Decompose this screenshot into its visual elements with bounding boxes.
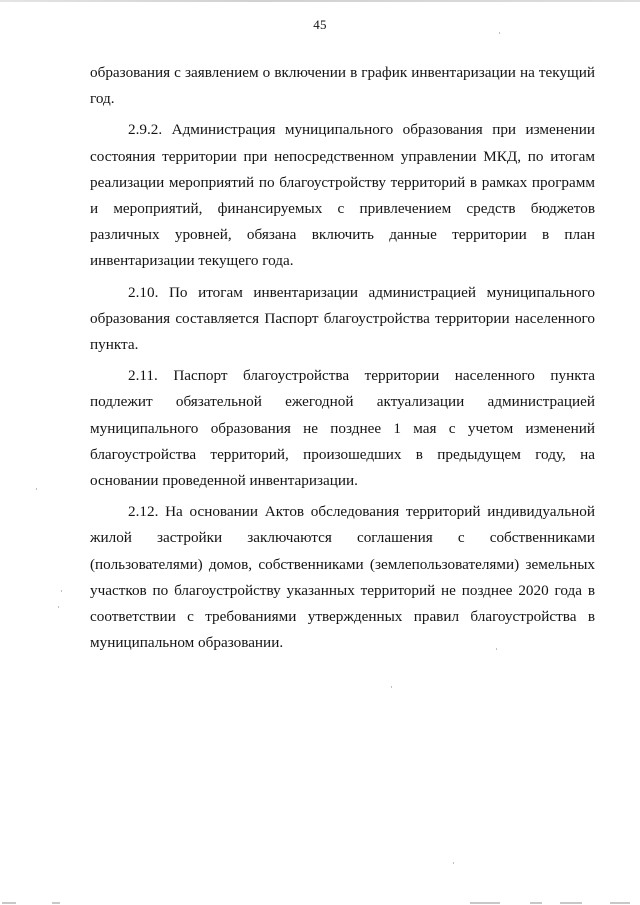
page-number: 45 bbox=[313, 17, 327, 32]
scan-speck bbox=[61, 590, 62, 592]
scan-speck bbox=[36, 488, 37, 490]
paragraph-2-10: 2.10. По итогам инвентаризации администрацией муниципального образования составляется Паспорт благоустройства территории населенного пункта. bbox=[90, 283, 595, 354]
paragraph-continuation: образования с заявлением о включении в график инвентаризации на текущий год. bbox=[90, 64, 595, 108]
paragraph-2-9-2: 2.9.2. Администрация муниципального образования при изменении состояния территории при непосредственном управлении МКД, по итогам реализации мероприятий по благоустройству территорий в рамках программ и мероприятий, финансируемых с привлечением средств бюджетов различных уровней, обязана включить данные территории в план инвентаризации текущего года. bbox=[90, 121, 595, 270]
scan-speck bbox=[453, 862, 454, 864]
scan-speck bbox=[499, 32, 500, 34]
scan-top-edge bbox=[0, 0, 640, 2]
document-body bbox=[90, 60, 595, 661]
paragraph-2-11: 2.11. Паспорт благоустройства территории населенного пункта подлежит обязательной ежегодной актуализации администрацией муниципального образования не позднее 1 мая с учетом изменений благоустройства территорий, произошедших в предыдущем году, на основании проведенной инвентаризации. bbox=[90, 367, 595, 490]
scan-speck bbox=[58, 606, 59, 608]
scan-bottom-edge bbox=[0, 900, 640, 904]
scan-speck bbox=[496, 648, 497, 650]
scan-speck bbox=[391, 686, 392, 688]
paragraph-2-12: 2.12. На основании Актов обследования территорий индивидуальной жилой застройки заключаются соглашения с собственниками (пользователями) домов, собственниками (землепользователями) земельных участков по благоустройству указанных территорий не позднее 2020 года в соответствии с требованиями утвержденных правил благоустройства в муниципальном образовании. bbox=[90, 503, 595, 652]
